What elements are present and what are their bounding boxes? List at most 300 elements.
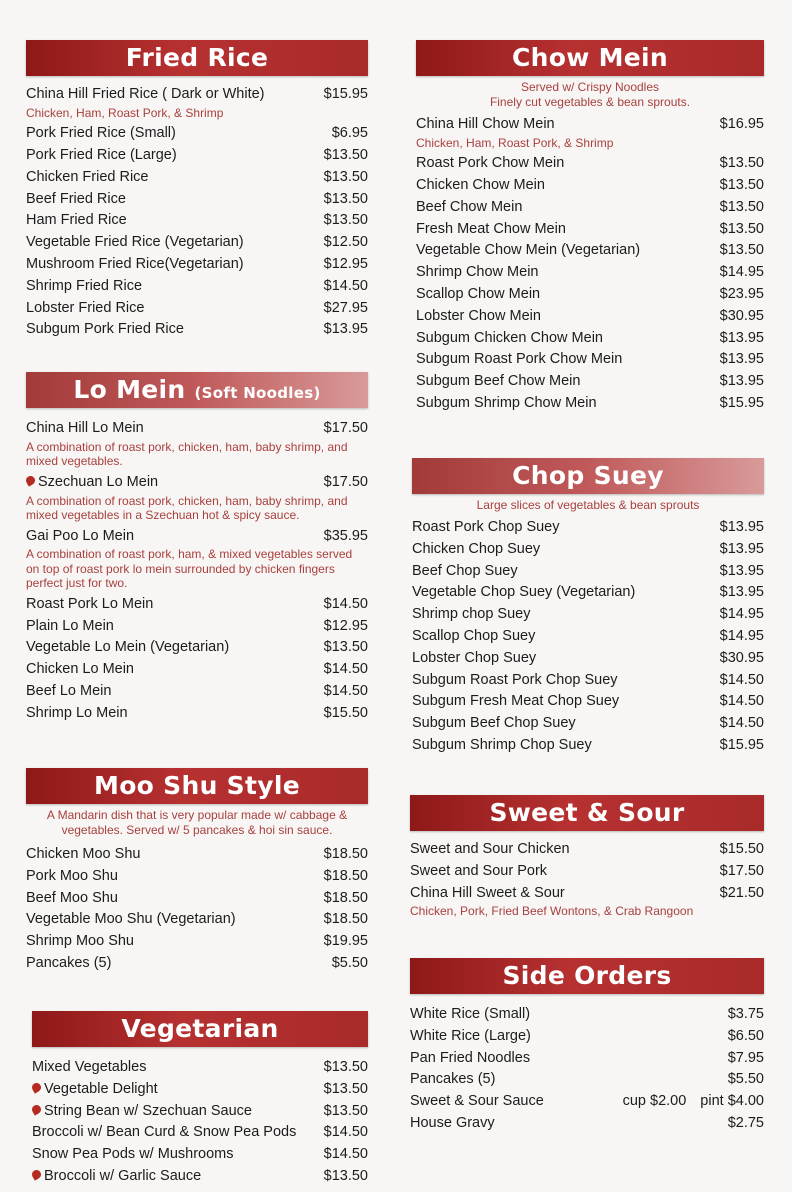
menu-item-name: Shrimp Fried Rice: [26, 277, 143, 294]
menu-item-price: $14.50: [323, 277, 368, 294]
menu-item-price: $13.50: [719, 220, 764, 237]
sweet-sour-section: [410, 795, 764, 922]
menu-item-price: $17.50: [323, 420, 368, 436]
menu-item: [416, 349, 764, 371]
menu-item-name: Pork Moo Shu: [26, 867, 118, 884]
menu-item-name-wrap: [416, 262, 539, 284]
menu-item-name-wrap: [32, 1079, 158, 1101]
menu-item: [26, 298, 368, 320]
menu-item-price: $12.95: [323, 617, 368, 634]
menu-item-name: Subgum Fresh Meat Chop Suey: [412, 693, 620, 710]
menu-item-price: $18.50: [323, 911, 368, 928]
menu-item: [416, 219, 764, 241]
menu-item-price: $17.50: [719, 862, 764, 879]
moo-shu-items: [26, 844, 368, 975]
menu-item-name-wrap: [416, 153, 564, 175]
menu-item-name: Vegetable Chop Suey (Vegetarian): [412, 584, 636, 601]
menu-item-name: Subgum Chicken Chow Mein: [416, 329, 603, 346]
menu-item-name-wrap: [416, 393, 597, 415]
menu-item-name: House Gravy: [410, 1114, 495, 1131]
menu-item-description: Chicken, Ham, Roast Pork, & Shrimp: [416, 135, 614, 150]
menu-item-price: $15.95: [719, 395, 764, 412]
menu-item-price: $13.50: [719, 177, 764, 194]
menu-item-name-wrap: [26, 276, 142, 298]
menu-item-name-wrap: [26, 703, 128, 725]
menu-item-name: Shrimp chop Suey: [412, 606, 531, 623]
menu-item-price: pint $4.00: [700, 1093, 764, 1110]
menu-item-price: $13.50: [323, 190, 368, 207]
side-orders-banner: Side Orders: [410, 958, 764, 994]
menu-item-price: $27.95: [323, 299, 368, 316]
menu-item-price: $14.95: [719, 627, 764, 644]
menu-item-price: $2.75: [727, 1114, 764, 1131]
menu-item-name-wrap: [410, 1069, 495, 1091]
menu-item: [26, 681, 368, 703]
menu-item-name: Subgum Roast Pork Chow Mein: [416, 351, 623, 368]
menu-item-name-wrap: [26, 472, 158, 494]
menu-item-price: $35.95: [323, 527, 368, 544]
menu-item-name: Scallop Chow Mein: [416, 286, 541, 303]
menu-item-name: White Rice (Large): [410, 1027, 531, 1044]
chop-suey-banner: Chop Suey: [412, 458, 764, 494]
menu-item-name: Chicken Lo Mein: [26, 661, 134, 678]
vegetarian-section: [32, 1011, 368, 1188]
menu-item-prices: [623, 1091, 764, 1113]
menu-item-name: Subgum Shrimp Chow Mein: [416, 395, 597, 412]
menu-item-name-wrap: [26, 123, 176, 145]
menu-item-price: $30.95: [719, 307, 764, 324]
menu-item-name: Gai Poo Lo Mein: [26, 527, 135, 544]
menu-item-price: $14.50: [323, 595, 368, 612]
menu-item: [26, 909, 368, 931]
menu-item-price: $14.50: [323, 661, 368, 678]
menu-item: [26, 167, 368, 189]
menu-item-name: Ham Fried Rice: [26, 212, 127, 229]
menu-item: [26, 703, 368, 725]
menu-item: [412, 670, 764, 692]
menu-item-price: $13.50: [719, 155, 764, 172]
menu-item-name-wrap: [412, 604, 530, 626]
chili-pepper-icon: [30, 1081, 42, 1093]
menu-item-price: $15.50: [323, 704, 368, 721]
menu-item: [26, 232, 368, 254]
menu-item-name-wrap: [26, 844, 140, 866]
menu-item-price: $14.50: [719, 715, 764, 732]
chop-suey-section: [412, 458, 764, 757]
menu-item-name-wrap: [412, 713, 576, 735]
menu-item-name: Sweet and Sour Chicken: [410, 841, 570, 857]
menu-item-price: $13.50: [323, 1059, 368, 1075]
menu-item: [412, 691, 764, 713]
menu-item: [32, 1101, 368, 1123]
menu-item: [32, 1144, 368, 1166]
chili-pepper-icon: [30, 1103, 42, 1115]
menu-item-name-wrap: [412, 670, 618, 692]
menu-item-name-wrap: [32, 1166, 201, 1188]
menu-item-name-wrap: [26, 298, 144, 320]
menu-item-name: Roast Pork Lo Mein: [26, 595, 154, 612]
menu-item-name: White Rice (Small): [410, 1006, 531, 1022]
menu-item: [26, 526, 368, 548]
menu-item-name: Pancakes (5): [26, 954, 112, 971]
lo-mein-subtitle: (Soft Noodles): [194, 384, 321, 402]
menu-item: [26, 888, 368, 910]
menu-item-name-wrap: [26, 145, 177, 167]
menu-item-name-wrap: [416, 240, 640, 262]
menu-item: [26, 637, 368, 659]
menu-item-name: Pan Fried Noodles: [410, 1049, 531, 1066]
lo-mein-section: [26, 372, 368, 725]
menu-item: [26, 659, 368, 681]
menu-item-name-wrap: [412, 561, 518, 583]
menu-item-price: $5.50: [331, 954, 368, 971]
menu-item-name: Vegetable Delight: [44, 1080, 158, 1097]
menu-item-name: Pancakes (5): [410, 1071, 496, 1088]
menu-item: [26, 276, 368, 298]
menu-item-price: $17.50: [323, 473, 368, 490]
menu-item-price: $14.50: [323, 1124, 368, 1141]
lo-mein-title: Lo Mein: [73, 375, 186, 404]
menu-item-name: Lobster Chop Suey: [412, 649, 537, 666]
chili-pepper-icon: [30, 1168, 42, 1180]
menu-item-name: Snow Pea Pods w/ Mushrooms: [32, 1146, 234, 1163]
menu-item-name: Scallop Chop Suey: [412, 627, 536, 644]
menu-item-name-wrap: [26, 210, 127, 232]
menu-item: [410, 1091, 764, 1113]
menu-item: [26, 616, 368, 638]
menu-item-price: $14.50: [323, 1146, 368, 1163]
menu-item-name: Subgum Roast Pork Chop Suey: [412, 671, 618, 688]
menu-item-name-wrap: [410, 839, 570, 861]
menu-item-name-wrap: [416, 371, 580, 393]
menu-item-price: $13.95: [323, 321, 368, 338]
menu-item-name-wrap: [416, 328, 603, 350]
menu-item: [412, 561, 764, 583]
side-orders-section: [410, 958, 764, 1135]
menu-item: [416, 114, 764, 136]
menu-item-price: $19.95: [323, 933, 368, 950]
menu-item: [26, 145, 368, 167]
menu-item-name: Beef Chop Suey: [412, 562, 518, 579]
chow-mein-section: [416, 40, 764, 415]
menu-item-price-cup: cup $2.00: [622, 1093, 687, 1110]
lo-mein-items: [26, 418, 368, 725]
menu-item: [26, 210, 368, 232]
menu-item-price: $13.50: [323, 1080, 368, 1097]
menu-item-name-wrap: [410, 883, 565, 905]
menu-item-name-wrap: [416, 197, 522, 219]
chow-mein-note: Served w/ Crispy Noodles Finely cut vegetables & bean sprouts.: [489, 80, 691, 109]
menu-item: [32, 1079, 368, 1101]
menu-item: [412, 713, 764, 735]
chop-suey-note: Large slices of vegetables & bean sprouts: [476, 498, 700, 512]
menu-item-name: Vegetable Lo Mein (Vegetarian): [26, 639, 230, 656]
menu-item-name-wrap: [26, 319, 184, 341]
menu-item-price: $13.95: [719, 540, 764, 557]
menu-item-price: $13.50: [323, 1102, 368, 1119]
menu-item-name: Pork Fried Rice (Small): [26, 125, 176, 142]
menu-item: [410, 1069, 764, 1091]
menu-item-name: China Hill Fried Rice ( Dark or White): [26, 86, 265, 102]
menu-item-name: Szechuan Lo Mein: [38, 473, 159, 490]
menu-item: [416, 240, 764, 262]
menu-item-name-wrap: [26, 659, 134, 681]
menu-item-name-wrap: [410, 1113, 495, 1135]
menu-item-name: Chicken Fried Rice: [26, 168, 149, 185]
menu-item-name-wrap: [412, 539, 540, 561]
menu-item-price: $21.50: [719, 884, 764, 901]
menu-item-name-wrap: [26, 681, 111, 703]
menu-item-name: Chicken Moo Shu: [26, 846, 141, 862]
menu-item: [410, 1048, 764, 1070]
menu-item: [416, 175, 764, 197]
menu-item: [410, 1004, 764, 1026]
menu-item-price: $14.95: [719, 264, 764, 281]
menu-item-name: Beef Moo Shu: [26, 889, 118, 906]
fried-rice-section: [26, 40, 368, 341]
menu-item-name: China Hill Chow Mein: [416, 116, 555, 132]
menu-item-price: $13.50: [323, 168, 368, 185]
moo-shu-section: [26, 768, 368, 975]
menu-item: [412, 735, 764, 757]
menu-item-name: Subgum Pork Fried Rice: [26, 321, 184, 338]
menu-item: [416, 371, 764, 393]
menu-item: [416, 328, 764, 350]
menu-item: [32, 1057, 368, 1079]
menu-item-name-wrap: [26, 189, 126, 211]
menu-item-price: $14.50: [323, 683, 368, 700]
menu-item-name: Mixed Vegetables: [32, 1059, 147, 1075]
menu-item: [416, 153, 764, 175]
menu-item-name-wrap: [26, 232, 244, 254]
menu-item: [416, 262, 764, 284]
menu-item: [410, 1113, 764, 1135]
menu-item-name-wrap: [412, 626, 535, 648]
menu-item: [26, 866, 368, 888]
menu-item: [412, 648, 764, 670]
menu-item-name-wrap: [412, 691, 619, 713]
menu-item: [26, 594, 368, 616]
menu-item-name-wrap: [410, 1004, 530, 1026]
menu-item-price: $18.50: [323, 889, 368, 906]
chow-mein-items: [416, 114, 764, 415]
moo-shu-note: A Mandarin dish that is very popular made w/ cabbage & vegetables. Served w/ 5 pancakes & hoi sin sauce.: [46, 808, 348, 837]
menu-item: [26, 418, 368, 440]
menu-item-description: A combination of roast pork, chicken, ham, baby shrimp, and mixed vegetables in a Szechuan hot & spicy sauce.: [26, 493, 348, 523]
menu-item: [410, 861, 764, 883]
menu-item-name: Subgum Shrimp Chop Suey: [412, 736, 592, 753]
menu-item-description: Chicken, Pork, Fried Beef Wontons, & Crab Rangoon: [410, 904, 694, 919]
menu-item-name: Beef Fried Rice: [26, 190, 126, 207]
menu-item-name-wrap: [416, 175, 545, 197]
menu-item-name: Broccoli w/ Garlic Sauce: [44, 1167, 202, 1184]
menu-item-description: Chicken, Ham, Roast Pork, & Shrimp: [26, 105, 224, 120]
menu-item-name-wrap: [26, 84, 265, 106]
menu-item-name-wrap: [416, 349, 622, 371]
menu-item-price: $15.50: [719, 841, 764, 857]
menu-item-name: Sweet and Sour Pork: [410, 862, 548, 879]
menu-item: [416, 306, 764, 328]
menu-item-name: Plain Lo Mein: [26, 617, 114, 634]
menu-item-name-wrap: [26, 888, 118, 910]
menu-item-name: Fresh Meat Chow Mein: [416, 220, 566, 237]
menu-item-name-wrap: [412, 735, 592, 757]
menu-item-price: $3.75: [727, 1006, 764, 1022]
menu-item-name: Lobster Chow Mein: [416, 307, 541, 324]
menu-item-name-wrap: [412, 582, 635, 604]
menu-item: [410, 839, 764, 861]
menu-item: [412, 517, 764, 539]
menu-item-name: Beef Chow Mein: [416, 198, 523, 215]
menu-item: [416, 393, 764, 415]
menu-item: [412, 582, 764, 604]
menu-item-price: $13.50: [323, 1167, 368, 1184]
menu-item-name-wrap: [410, 1026, 531, 1048]
menu-item-name: Mushroom Fried Rice(Vegetarian): [26, 256, 244, 273]
menu-item-price: $14.50: [719, 671, 764, 688]
sweet-sour-items: [410, 839, 764, 919]
menu-item-name-wrap: [26, 418, 144, 440]
side-orders-items: [410, 1004, 764, 1135]
menu-item-price: $12.50: [323, 234, 368, 251]
menu-item-price: $30.95: [719, 649, 764, 666]
fried-rice-items: [26, 84, 368, 341]
menu-item-name-wrap: [410, 1048, 530, 1070]
menu-item-price: $12.95: [323, 256, 368, 273]
menu-item-name: Subgum Beef Chow Mein: [416, 373, 581, 390]
fried-rice-banner: Fried Rice: [26, 40, 368, 76]
menu-item-name: China Hill Lo Mein: [26, 420, 144, 436]
menu-item-name-wrap: [412, 517, 560, 539]
menu-item-name: Vegetable Moo Shu (Vegetarian): [26, 911, 236, 928]
menu-item-name-wrap: [412, 648, 536, 670]
menu-item-name-wrap: [410, 861, 547, 883]
menu-item-price: $13.50: [323, 639, 368, 656]
menu-item-name-wrap: [26, 254, 244, 276]
menu-item-price: $5.50: [727, 1071, 764, 1088]
menu-item: [26, 84, 368, 106]
menu-item-price: $15.95: [323, 86, 368, 102]
menu-item-price: $14.50: [719, 693, 764, 710]
menu-item-price: $16.95: [719, 116, 764, 132]
menu-item-name: Roast Pork Chop Suey: [412, 519, 560, 535]
menu-item-price: $13.50: [323, 147, 368, 164]
menu-item-price: $18.50: [323, 867, 368, 884]
menu-item-name: Chicken Chow Mein: [416, 177, 545, 194]
menu-item-name-wrap: [26, 931, 134, 953]
menu-item: [412, 626, 764, 648]
menu-item-name: Vegetable Chow Mein (Vegetarian): [416, 242, 641, 259]
menu-item-name: Shrimp Lo Mein: [26, 704, 128, 721]
menu-item-description: A combination of roast pork, ham, & mixed vegetables served on top of roast pork lo mein surrounded by chicken fingers perfect just for two.: [26, 547, 353, 591]
menu-item-name: China Hill Sweet & Sour: [410, 884, 565, 901]
menu-item-name-wrap: [26, 637, 229, 659]
menu-item-price: $13.95: [719, 351, 764, 368]
menu-item-price: $13.95: [719, 329, 764, 346]
menu-item-name: Subgum Beef Chop Suey: [412, 715, 576, 732]
lo-mein-banner: [26, 372, 368, 408]
menu-item: [416, 284, 764, 306]
menu-item-price: $6.95: [331, 125, 368, 142]
menu-item-price: $7.95: [727, 1049, 764, 1066]
menu-item-name-wrap: [32, 1057, 146, 1079]
menu-item-name: Shrimp Chow Mein: [416, 264, 539, 281]
menu-item-name-wrap: [26, 526, 134, 548]
menu-item: [410, 883, 764, 905]
chili-pepper-icon: [24, 474, 36, 486]
menu-item: [32, 1166, 368, 1188]
menu-item-price: $23.95: [719, 286, 764, 303]
menu-item-price: $13.50: [719, 198, 764, 215]
menu-item-name-wrap: [26, 909, 236, 931]
menu-item: [32, 1122, 368, 1144]
menu-item-description: A combination of roast pork, chicken, ham, baby shrimp, and mixed vegetables.: [26, 439, 348, 469]
menu-item-name-wrap: [26, 866, 118, 888]
menu-item-name-wrap: [416, 284, 540, 306]
chow-mein-banner: Chow Mein: [416, 40, 764, 76]
menu-item-name-wrap: [32, 1122, 296, 1144]
menu-item: [26, 189, 368, 211]
menu-item-name-wrap: [410, 1091, 544, 1113]
menu-item: [26, 254, 368, 276]
menu-item-price: $6.50: [727, 1027, 764, 1044]
menu-item-price: $13.95: [719, 562, 764, 579]
menu-item-name-wrap: [416, 114, 555, 136]
menu-item-price: $13.95: [719, 373, 764, 390]
chop-suey-items: [412, 517, 764, 757]
menu-item-name: Vegetable Fried Rice (Vegetarian): [26, 234, 244, 251]
menu-item-name: Broccoli w/ Bean Curd & Snow Pea Pods: [32, 1124, 297, 1141]
menu-item: [26, 472, 368, 494]
menu-item-name-wrap: [26, 953, 111, 975]
menu-item-name: Pork Fried Rice (Large): [26, 147, 177, 164]
menu-item: [26, 953, 368, 975]
menu-item: [412, 604, 764, 626]
menu-item-price: $13.95: [719, 519, 764, 535]
menu-item-name: Sweet & Sour Sauce: [410, 1093, 544, 1110]
menu-item: [416, 197, 764, 219]
menu-item: [26, 123, 368, 145]
sweet-sour-banner: Sweet & Sour: [410, 795, 764, 831]
menu-item-name-wrap: [416, 219, 566, 241]
menu-item-name-wrap: [26, 594, 153, 616]
menu-item-name: Lobster Fried Rice: [26, 299, 145, 316]
menu-item-name: Shrimp Moo Shu: [26, 933, 134, 950]
menu-item-price: $15.95: [719, 736, 764, 753]
vegetarian-items: [32, 1057, 368, 1188]
menu-item-name-wrap: [26, 616, 114, 638]
menu-item: [412, 539, 764, 561]
menu-item-price: $13.50: [719, 242, 764, 259]
menu-item-price: $13.50: [323, 212, 368, 229]
menu-item-name: Chicken Chop Suey: [412, 540, 541, 557]
menu-item-price: $13.95: [719, 584, 764, 601]
moo-shu-banner: Moo Shu Style: [26, 768, 368, 804]
menu-item-price: $14.95: [719, 606, 764, 623]
menu-item-price: $18.50: [323, 846, 368, 862]
menu-item-name-wrap: [26, 167, 149, 189]
vegetarian-banner: Vegetarian: [32, 1011, 368, 1047]
menu-item-name-wrap: [416, 306, 541, 328]
menu-item: [26, 931, 368, 953]
menu-item-name: Beef Lo Mein: [26, 683, 112, 700]
menu-item: [26, 319, 368, 341]
menu-item-name: Roast Pork Chow Mein: [416, 155, 565, 172]
menu-item: [26, 844, 368, 866]
menu-item-name-wrap: [32, 1101, 252, 1123]
menu-item: [410, 1026, 764, 1048]
menu-item-name: String Bean w/ Szechuan Sauce: [44, 1102, 252, 1119]
